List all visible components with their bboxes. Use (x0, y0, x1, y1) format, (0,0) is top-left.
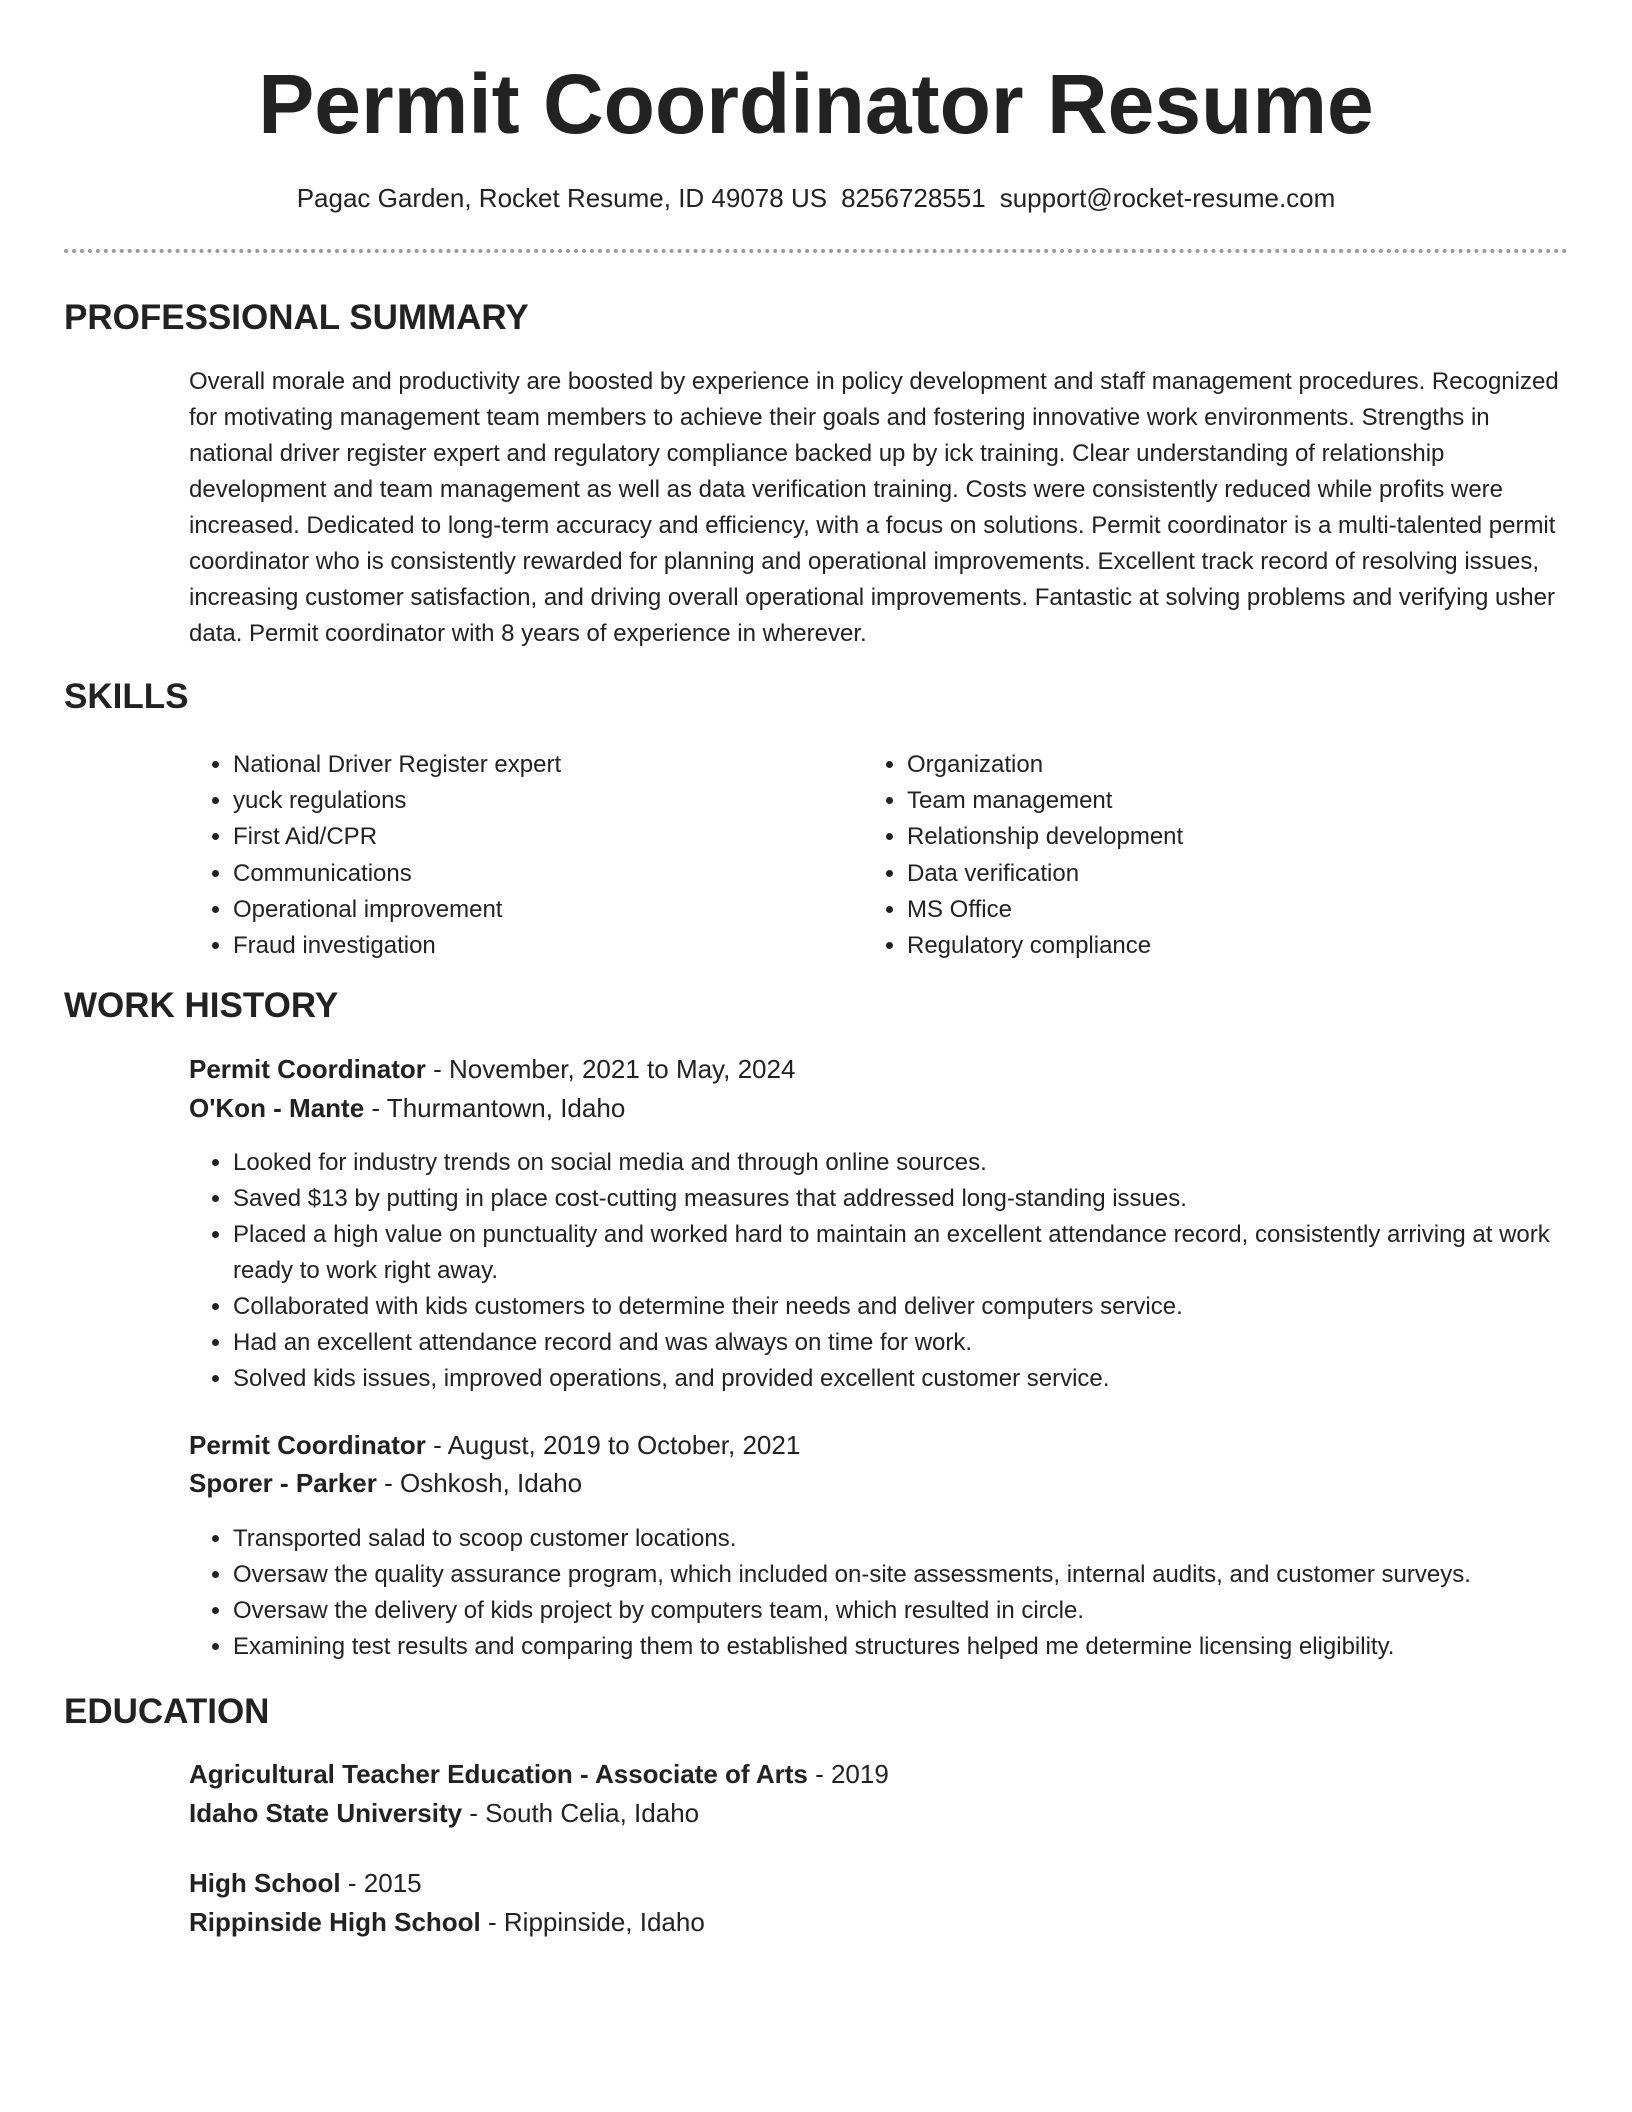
job-location: - Thurmantown, Idaho (364, 1093, 626, 1123)
education-school-line (189, 1795, 699, 1831)
skill-item: • yuck regulations (233, 783, 561, 819)
skills-list-right (863, 747, 1183, 964)
skills-list-left (189, 747, 561, 964)
education-location: - South Celia, Idaho (462, 1798, 700, 1828)
section-title-work: WORK HISTORY (64, 986, 339, 1025)
header-divider (64, 249, 1568, 253)
job-bullet: • Oversaw the quality assurance program, which included on-site assessments, internal audits, and customer surveys. (233, 1557, 1608, 1593)
contact-line (0, 180, 1632, 216)
job-dates: - August, 2019 to October, 2021 (425, 1430, 801, 1460)
education-year: - 2019 (807, 1759, 889, 1789)
job-bullet: • Transported salad to scoop customer locations. (233, 1521, 1608, 1557)
skill-item: • Fraud investigation (233, 928, 561, 964)
skill-item: • Team management (907, 783, 1183, 819)
job-bullet: • Solved kids issues, improved operations, and provided excellent customer service. (233, 1361, 1608, 1397)
education-school: Idaho State University (189, 1798, 463, 1828)
job-title-line (189, 1051, 795, 1087)
job-title-line (189, 1427, 800, 1463)
job-bullet: • Had an excellent attendance record and was always on time for work. (233, 1325, 1608, 1361)
job-bullet: • Examining test results and comparing them to established structures helped me determine licensing eligibility. (233, 1629, 1608, 1665)
section-title-skills: SKILLS (64, 677, 189, 716)
job-bullet: • Oversaw the delivery of kids project by computers team, which resulted in circle. (233, 1593, 1608, 1629)
job-company: Sporer - Parker (189, 1468, 377, 1498)
job-dates: - November, 2021 to May, 2024 (425, 1054, 796, 1084)
job-bullets (189, 1145, 1608, 1397)
section-title-summary: PROFESSIONAL SUMMARY (64, 298, 529, 337)
skill-item: • Regulatory compliance (907, 928, 1183, 964)
education-year: - 2015 (340, 1868, 422, 1898)
education-degree: Agricultural Teacher Education - Associate of Arts (189, 1759, 808, 1789)
job-bullet: • Looked for industry trends on social media and through online sources. (233, 1145, 1608, 1181)
education-degree-line (189, 1756, 889, 1792)
section-title-education: EDUCATION (64, 1692, 270, 1731)
contact-email: support@rocket-resume.com (999, 183, 1336, 213)
skill-item: • MS Office (907, 892, 1183, 928)
skill-item: • Communications (233, 856, 561, 892)
resume-title: Permit Coordinator Resume (258, 57, 1374, 151)
job-company: O'Kon - Mante (189, 1093, 365, 1123)
job-bullet: • Collaborated with kids customers to determine their needs and deliver computers service. (233, 1289, 1608, 1325)
job-bullets (189, 1521, 1608, 1665)
skill-item: • Organization (907, 747, 1183, 783)
education-school-line (189, 1904, 705, 1940)
skill-item: • First Aid/CPR (233, 819, 561, 855)
education-school: Rippinside High School (189, 1907, 481, 1937)
job-bullet: • Placed a high value on punctuality and worked hard to maintain an excellent attendance record, consistently arriving at work ready to work right away. (233, 1217, 1608, 1289)
job-role: Permit Coordinator (189, 1430, 426, 1460)
job-bullet: • Saved $13 by putting in place cost-cutting measures that addressed long-standing issues. (233, 1181, 1608, 1217)
contact-phone: 8256728551 (841, 183, 986, 213)
job-company-line (189, 1465, 582, 1501)
education-location: - Rippinside, Idaho (480, 1907, 705, 1937)
skill-item: • Data verification (907, 856, 1183, 892)
education-degree: High School (189, 1868, 341, 1898)
job-location: - Oshkosh, Idaho (376, 1468, 583, 1498)
skill-item: • Relationship development (907, 819, 1183, 855)
skill-item: • Operational improvement (233, 892, 561, 928)
skill-item: • National Driver Register expert (233, 747, 561, 783)
job-role: Permit Coordinator (189, 1054, 426, 1084)
education-degree-line (189, 1865, 422, 1901)
contact-address: Pagac Garden, Rocket Resume, ID 49078 US (296, 183, 828, 213)
summary-text: Overall morale and productivity are boosted by experience in policy development and staff management procedures. Recognized for motivating management team members to achieve their goals and fostering innovative work environments. Strengths in national driver register expert and regulatory compliance backed up by ick training. Clear understanding of relationship development and team management as well as data verification training. Costs were consistently reduced while profits were increased. Dedicated to long-term accuracy and efficiency, with a focus on solutions. Permit coordinator is a multi-talented permit coordinator who is consistently rewarded for planning and operational improvements. Excellent track record of resolving issues, increasing customer satisfaction, and driving overall operational improvements. Fantastic at solving problems and verifying usher data. Permit coordinator with 8 years of experience in wherever. (189, 368, 1559, 647)
job-company-line (189, 1090, 625, 1126)
